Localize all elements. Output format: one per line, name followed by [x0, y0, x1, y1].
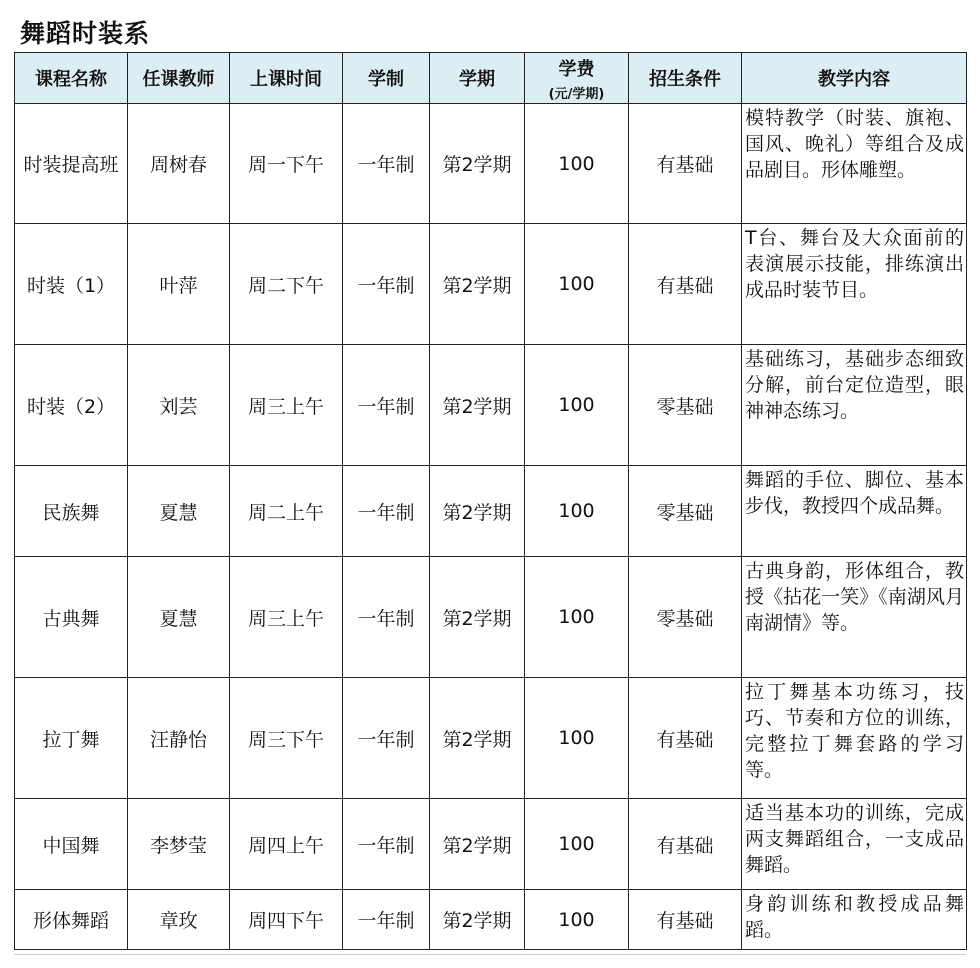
- cell-term: 第2学期: [430, 799, 525, 890]
- cell-content: 身韵训练和教授成品舞蹈。: [742, 890, 967, 950]
- cell-requirement: 零基础: [629, 345, 742, 466]
- cell-term: 第2学期: [430, 557, 525, 678]
- cell-system: 一年制: [343, 678, 430, 799]
- cell-requirement: 有基础: [629, 224, 742, 345]
- cell-course: 时装（2）: [15, 345, 128, 466]
- cell-term: 第2学期: [430, 345, 525, 466]
- page-title: 舞蹈时装系: [20, 19, 151, 48]
- cell-system: 一年制: [343, 345, 430, 466]
- header-system: 学制: [343, 53, 430, 104]
- cell-time: 周四下午: [230, 890, 343, 950]
- table-row: [15, 799, 967, 890]
- cell-course: 拉丁舞: [15, 678, 128, 799]
- cell-content: T台、舞台及大众面前的表演展示技能，排练演出成品时装节目。: [742, 224, 967, 345]
- table-row: [15, 104, 967, 224]
- header-fee: [525, 53, 629, 104]
- cell-term: 第2学期: [430, 224, 525, 345]
- cell-teacher: 章玫: [128, 890, 230, 950]
- table-row: [15, 224, 967, 345]
- table-row: [15, 678, 967, 799]
- header-row: [15, 53, 967, 104]
- cell-requirement: 有基础: [629, 104, 742, 224]
- cell-content: 模特教学（时装、旗袍、国风、晚礼）等组合及成品剧目。形体雕塑。: [742, 104, 967, 224]
- header-time: 上课时间: [230, 53, 343, 104]
- cell-system: 一年制: [343, 890, 430, 950]
- cell-requirement: 零基础: [629, 466, 742, 557]
- cell-time: 周三下午: [230, 678, 343, 799]
- cell-teacher: 刘芸: [128, 345, 230, 466]
- cell-course: 民族舞: [15, 466, 128, 557]
- header-fee-label: 学费: [558, 58, 595, 80]
- cell-course: 古典舞: [15, 557, 128, 678]
- header-term: 学期: [430, 53, 525, 104]
- cell-time: 周四上午: [230, 799, 343, 890]
- cell-teacher: 周树春: [128, 104, 230, 224]
- cell-requirement: 有基础: [629, 890, 742, 950]
- cell-time: 周三上午: [230, 345, 343, 466]
- cell-term: 第2学期: [430, 104, 525, 224]
- cell-system: 一年制: [343, 104, 430, 224]
- cell-content: 古典身韵，形体组合，教授《拈花一笑》《南湖风月南湖情》等。: [742, 557, 967, 678]
- cell-fee: 100: [525, 557, 629, 678]
- cell-time: 周一下午: [230, 104, 343, 224]
- cell-time: 周三上午: [230, 557, 343, 678]
- cell-fee: 100: [525, 799, 629, 890]
- table-row: [15, 890, 967, 950]
- cell-term: 第2学期: [430, 890, 525, 950]
- cell-content: 适当基本功的训练，完成两支舞蹈组合，一支成品舞蹈。: [742, 799, 967, 890]
- cell-system: 一年制: [343, 466, 430, 557]
- cell-system: 一年制: [343, 224, 430, 345]
- cell-fee: 100: [525, 678, 629, 799]
- cell-fee: 100: [525, 104, 629, 224]
- cell-system: 一年制: [343, 799, 430, 890]
- cell-course: 时装（1）: [15, 224, 128, 345]
- cell-time: 周二下午: [230, 224, 343, 345]
- cell-fee: 100: [525, 224, 629, 345]
- cell-term: 第2学期: [430, 678, 525, 799]
- cell-teacher: 汪静怡: [128, 678, 230, 799]
- cell-course: 形体舞蹈: [15, 890, 128, 950]
- cell-fee: 100: [525, 890, 629, 950]
- cell-course: 时装提高班: [15, 104, 128, 224]
- cell-requirement: 有基础: [629, 678, 742, 799]
- cell-content: 舞蹈的手位、脚位、基本步伐，教授四个成品舞。: [742, 466, 967, 557]
- cell-term: 第2学期: [430, 466, 525, 557]
- table-row: [15, 345, 967, 466]
- cell-requirement: 有基础: [629, 799, 742, 890]
- course-table: [14, 52, 967, 950]
- cell-time: 周二上午: [230, 466, 343, 557]
- cell-teacher: 叶萍: [128, 224, 230, 345]
- header-course: 课程名称: [15, 53, 128, 104]
- cell-teacher: 李梦莹: [128, 799, 230, 890]
- header-requirement: 招生条件: [629, 53, 742, 104]
- cell-teacher: 夏慧: [128, 557, 230, 678]
- bottom-divider: [14, 954, 966, 955]
- cell-teacher: 夏慧: [128, 466, 230, 557]
- cell-course: 中国舞: [15, 799, 128, 890]
- cell-fee: 100: [525, 466, 629, 557]
- cell-system: 一年制: [343, 557, 430, 678]
- cell-requirement: 零基础: [629, 557, 742, 678]
- header-teacher: 任课教师: [128, 53, 230, 104]
- header-fee-unit: (元/学期): [548, 86, 605, 102]
- cell-content: 基础练习，基础步态细致分解，前台定位造型，眼神神态练习。: [742, 345, 967, 466]
- table-row: [15, 466, 967, 557]
- cell-content: 拉丁舞基本功练习，技巧、节奏和方位的训练，完整拉丁舞套路的学习等。: [742, 678, 967, 799]
- table-row: [15, 557, 967, 678]
- cell-fee: 100: [525, 345, 629, 466]
- header-content: 教学内容: [742, 53, 967, 104]
